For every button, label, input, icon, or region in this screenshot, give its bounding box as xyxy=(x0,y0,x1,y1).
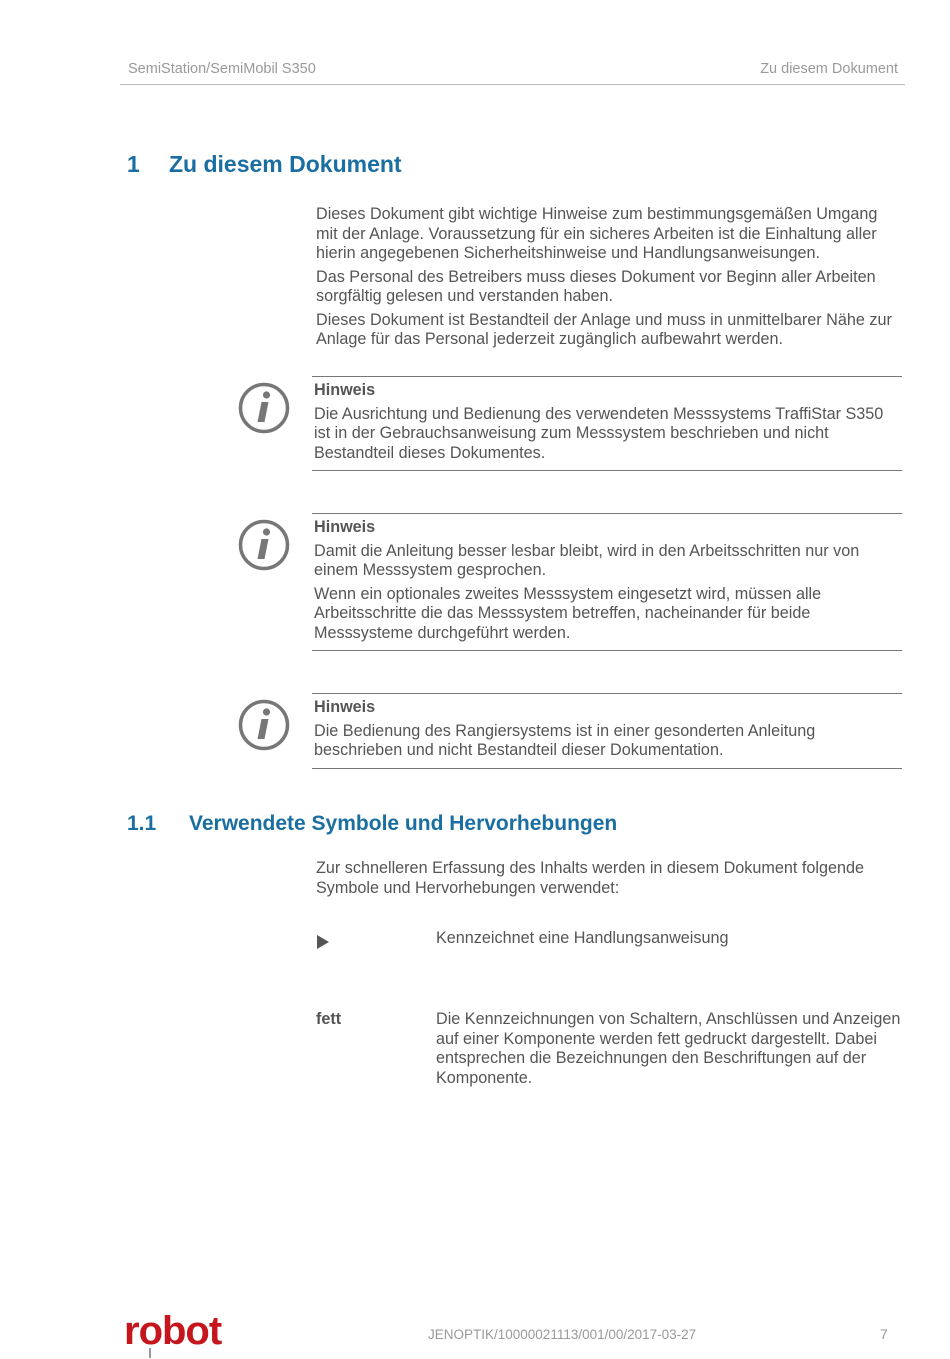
section-title: Verwendete Symbole und Hervorhebungen xyxy=(189,812,618,835)
section-1-body xyxy=(316,205,901,354)
info-icon xyxy=(238,699,290,751)
section-heading-1 xyxy=(127,151,402,178)
footer-document-id: JENOPTIK/10000021113/001/00/2017-03-27 xyxy=(428,1327,697,1342)
note-title: Hinweis xyxy=(314,698,376,716)
robot-logo xyxy=(124,1310,230,1358)
play-triangle-icon xyxy=(316,929,426,956)
note-title: Hinweis xyxy=(314,518,376,536)
section-heading-1-1 xyxy=(127,812,617,836)
section-number: 1.1 xyxy=(127,812,157,835)
paragraph: Zur schnelleren Erfassung des Inhalts werden in diesem Dokument folgende Symbole und Hervorhebungen verwendet: xyxy=(316,859,864,897)
section-number: 1 xyxy=(127,151,140,177)
info-icon xyxy=(238,382,290,434)
note-text: Die Bedienung des Rangiersystems ist in einer gesonderten Anleitung beschrieben und nicht Bestandteil dieser Dokumentation. xyxy=(314,721,816,759)
definition-term: fett xyxy=(316,1010,342,1028)
svg-text:robot: robot xyxy=(124,1310,222,1353)
note-title: Hinweis xyxy=(314,381,376,399)
paragraph: Das Personal des Betreibers muss dieses Dokument vor Beginn aller Arbeiten sorgfältig gelesen und verstanden haben. xyxy=(316,267,876,305)
paragraph: Dieses Dokument gibt wichtige Hinweise zum bestimmungsgemäßen Umgang mit der Anlage. Voraussetzung für ein sicheres Arbeiten ist die Einhaltung aller hierin angegebenen Sicherheitshinweise und Handlungsanweisungen. xyxy=(316,205,878,262)
section-1-1-intro xyxy=(316,859,901,902)
note-box xyxy=(312,376,902,471)
page-number: 7 xyxy=(880,1326,888,1342)
definition-description: Die Kennzeichnungen von Schaltern, Anschlüssen und Anzeigen auf einer Komponente werden fett gedruckt dargestellt. Dabei entsprechen die Bezeichnungen den Beschriftungen auf der Komponente. xyxy=(436,1010,901,1087)
header-doc-title: SemiStation/SemiMobil S350 xyxy=(128,61,316,77)
note-text: Wenn ein optionales zweites Messsystem eingesetzt wird, müssen alle Arbeitsschritte die das Messsystem betreffen, nacheinander für beide Messsysteme durchgeführt werden. xyxy=(314,584,822,642)
note-text: Damit die Anleitung besser lesbar bleibt, wird in den Arbeitsschritten nur von einem Messsystem gesprochen. xyxy=(314,541,860,579)
header-divider xyxy=(120,84,905,85)
info-icon xyxy=(238,519,290,571)
note-box xyxy=(312,513,902,651)
note-box xyxy=(312,693,902,769)
note-text: Die Ausrichtung und Bedienung des verwendeten Messsystems TraffiStar S350 ist in der Gebrauchsanweisung zum Messsystem beschrieben und nicht Bestandteil dieses Dokumentes. xyxy=(314,404,884,462)
paragraph: Dieses Dokument ist Bestandteil der Anlage und muss in unmittelbarer Nähe zur Anlage für das Personal jederzeit zugänglich aufbewahrt werden. xyxy=(316,310,892,348)
section-title: Zu diesem Dokument xyxy=(169,151,402,177)
header-section-title: Zu diesem Dokument xyxy=(760,61,898,77)
definition-description: Kennzeichnet eine Handlungsanweisung xyxy=(436,929,729,947)
